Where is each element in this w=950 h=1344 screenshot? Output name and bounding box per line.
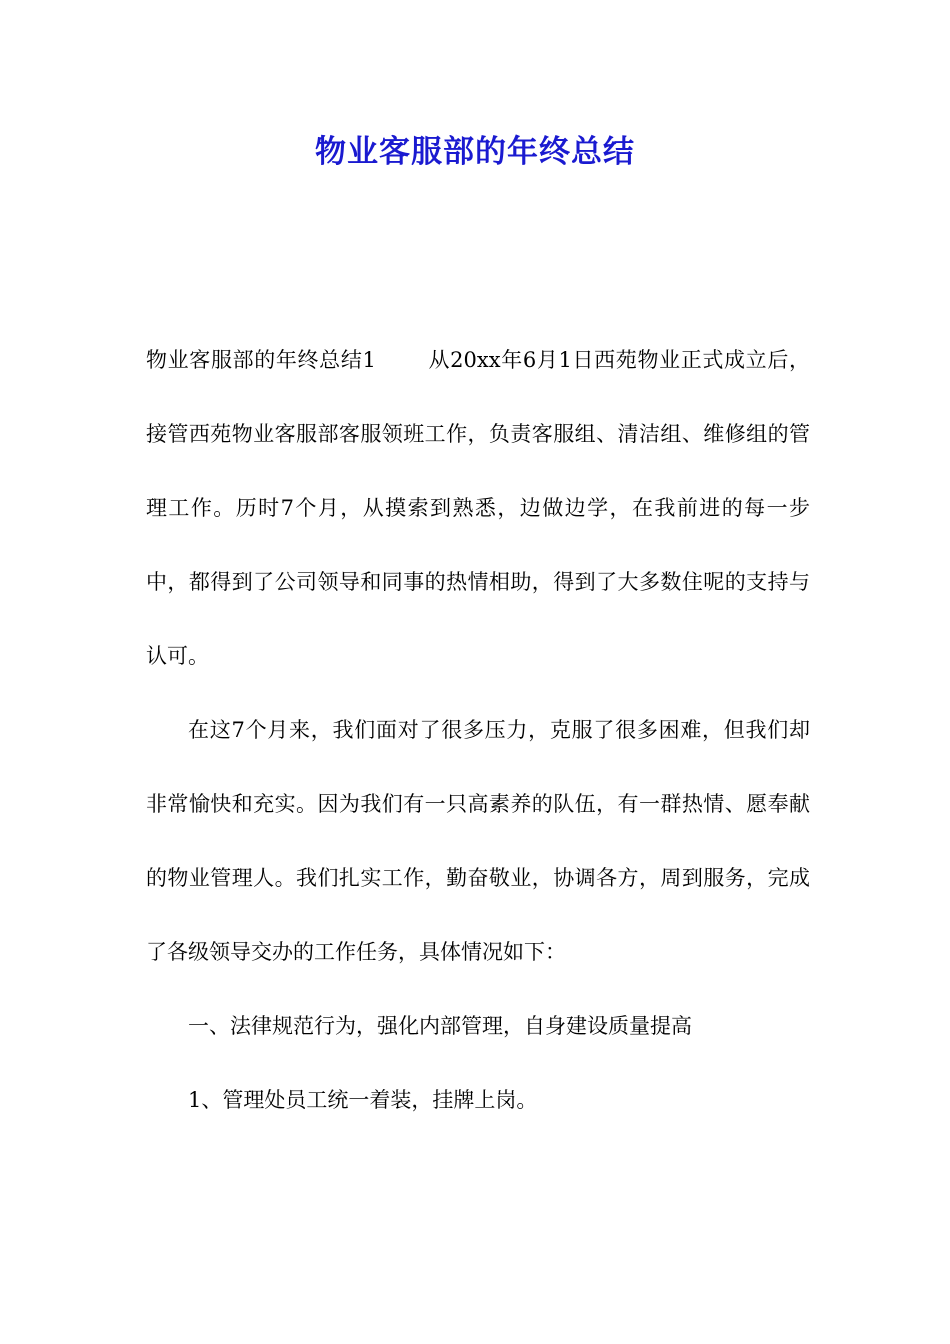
paragraph-intro — [146, 323, 810, 693]
section-heading-1: 一、法律规范行为，强化内部管理，自身建设质量提高 — [188, 1014, 692, 1038]
paragraph-overview: 在这7个月来，我们面对了很多压力，克服了很多困难，但我们却非常愉快和充实。因为我们有一只高素养的队伍，有一群热情、愿奉献的物业管理人。我们扎实工作，勤奋敬业，协调各方，周到服务，完成了各级领导交办的工作任务，具体情况如下： — [146, 718, 810, 964]
paragraph-intro-text: 从20xx年6月1日西苑物业正式成立后，接管西苑物业客服部客服领班工作，负责客服组、清洁组、维修组的管理工作。历时7个月，从摸索到熟悉，边做边学，在我前进的每一步中，都得到了公司领导和同事的热情相助，得到了大多数住呢的支持与认可。 — [146, 348, 810, 668]
paragraph-intro-heading: 物业客服部的年终总结1 — [146, 348, 376, 372]
document-title: 物业客服部的年终总结 — [315, 134, 635, 170]
document-body — [146, 323, 810, 1137]
list-item-1: 1、管理处员工统一着装，挂牌上岗。 — [188, 1088, 538, 1112]
